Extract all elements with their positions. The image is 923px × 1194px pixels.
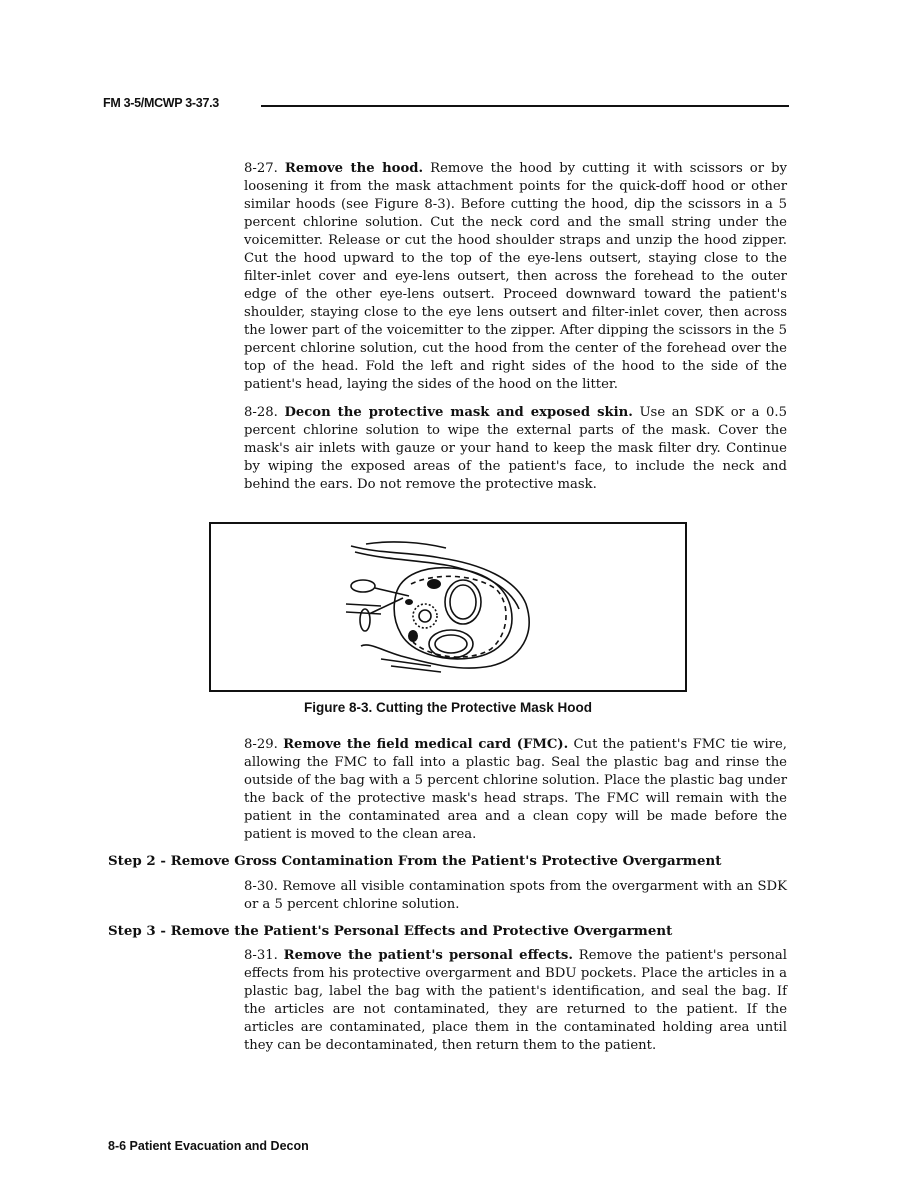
paragraph-number: 8-31. bbox=[244, 948, 278, 963]
paragraph-title: Remove the hood. bbox=[284, 161, 424, 176]
paragraph-8-30 bbox=[244, 878, 787, 914]
paragraph-body: Remove the hood by cutting it with scissors or by loosening it from the mask attachment points for the quick-doff hood or other similar hoods (see Figure 8-3). Before cutting the hood, dip the scissors in a 5 percent chlorine solution. Cut the neck cord and the small string under the voicemitter. Release or cut the hood shoulder straps and unzip the hood zipper. Cut the hood upward to the top of the eye-lens outsert, staying close to the filter-inlet cover and eye-lens outsert, then across the forehead to the outer edge of the other eye-lens outsert. Proceed downward toward the patient's shoulder, staying close to the eye lens outsert and filter-inlet cover, then across the lower part of the voicemitter to the zipper. After dipping the scissors in the 5 percent chlorine solution, cut the hood from the center of the forehead over the top of the head. Fold the left and right sides of the hood to the side of the patient's head, laying the sides of the hood on the litter. bbox=[244, 161, 787, 392]
paragraph-body: Cut the patient's FMC tie wire, allowing the FMC to fall into a plastic bag. Seal the plastic bag and rinse the outside of the bag with a 5 percent chlorine solution. Place the plastic bag under the back of the protective mask's head straps. The FMC will remain with the patient in the contaminated area and a clean copy will be made before the patient is moved to the clean area. bbox=[244, 737, 787, 842]
mask-hood-illustration bbox=[341, 534, 541, 679]
figure-frame bbox=[209, 522, 687, 692]
page-footer: 8-6 Patient Evacuation and Decon bbox=[108, 1139, 309, 1153]
document-id: FM 3-5/MCWP 3-37.3 bbox=[103, 96, 219, 110]
paragraph-body: Use an SDK or a 0.5 percent chlorine solution to wipe the external parts of the mask. Cover the mask's air inlets with gauze or your hand to keep the mask filter dry. Continue by wiping the exposed areas of the patient's face, to include the neck and behind the ears. Do not remove the protective mask. bbox=[244, 405, 787, 492]
running-header bbox=[103, 96, 789, 116]
step-2-heading: Step 2 - Remove Gross Contamination From the Patient's Protective Overgarment bbox=[108, 853, 722, 869]
paragraph-title: Decon the protective mask and exposed skin. bbox=[284, 405, 633, 420]
paragraph-body: 8-30. Remove all visible contamination spots from the overgarment with an SDK or a 5 percent chlorine solution. bbox=[244, 879, 787, 912]
paragraph-8-28 bbox=[244, 404, 787, 494]
step-3-heading: Step 3 - Remove the Patient's Personal Effects and Protective Overgarment bbox=[108, 923, 673, 939]
paragraph-number: 8-28. bbox=[244, 405, 278, 420]
paragraph-8-27 bbox=[244, 160, 787, 394]
header-rule bbox=[261, 105, 789, 107]
paragraph-body: Remove the patient's personal effects from his protective overgarment and BDU pockets. Place the articles in a plastic bag, label the bag with the patient's identification, and seal the bag. If the articles are not contaminated, they are returned to the patient. If the articles are contaminated, place them in the contaminated holding area until they can be decontaminated, then return them to the patient. bbox=[244, 948, 787, 1053]
paragraph-number: 8-29. bbox=[244, 737, 278, 752]
paragraph-8-31 bbox=[244, 947, 787, 1055]
paragraph-8-29 bbox=[244, 736, 787, 844]
figure-caption: Figure 8-3. Cutting the Protective Mask Hood bbox=[303, 700, 593, 715]
paragraph-title: Remove the field medical card (FMC). bbox=[283, 737, 569, 752]
paragraph-number: 8-27. bbox=[244, 161, 278, 176]
paragraph-title: Remove the patient's personal effects. bbox=[283, 948, 573, 963]
